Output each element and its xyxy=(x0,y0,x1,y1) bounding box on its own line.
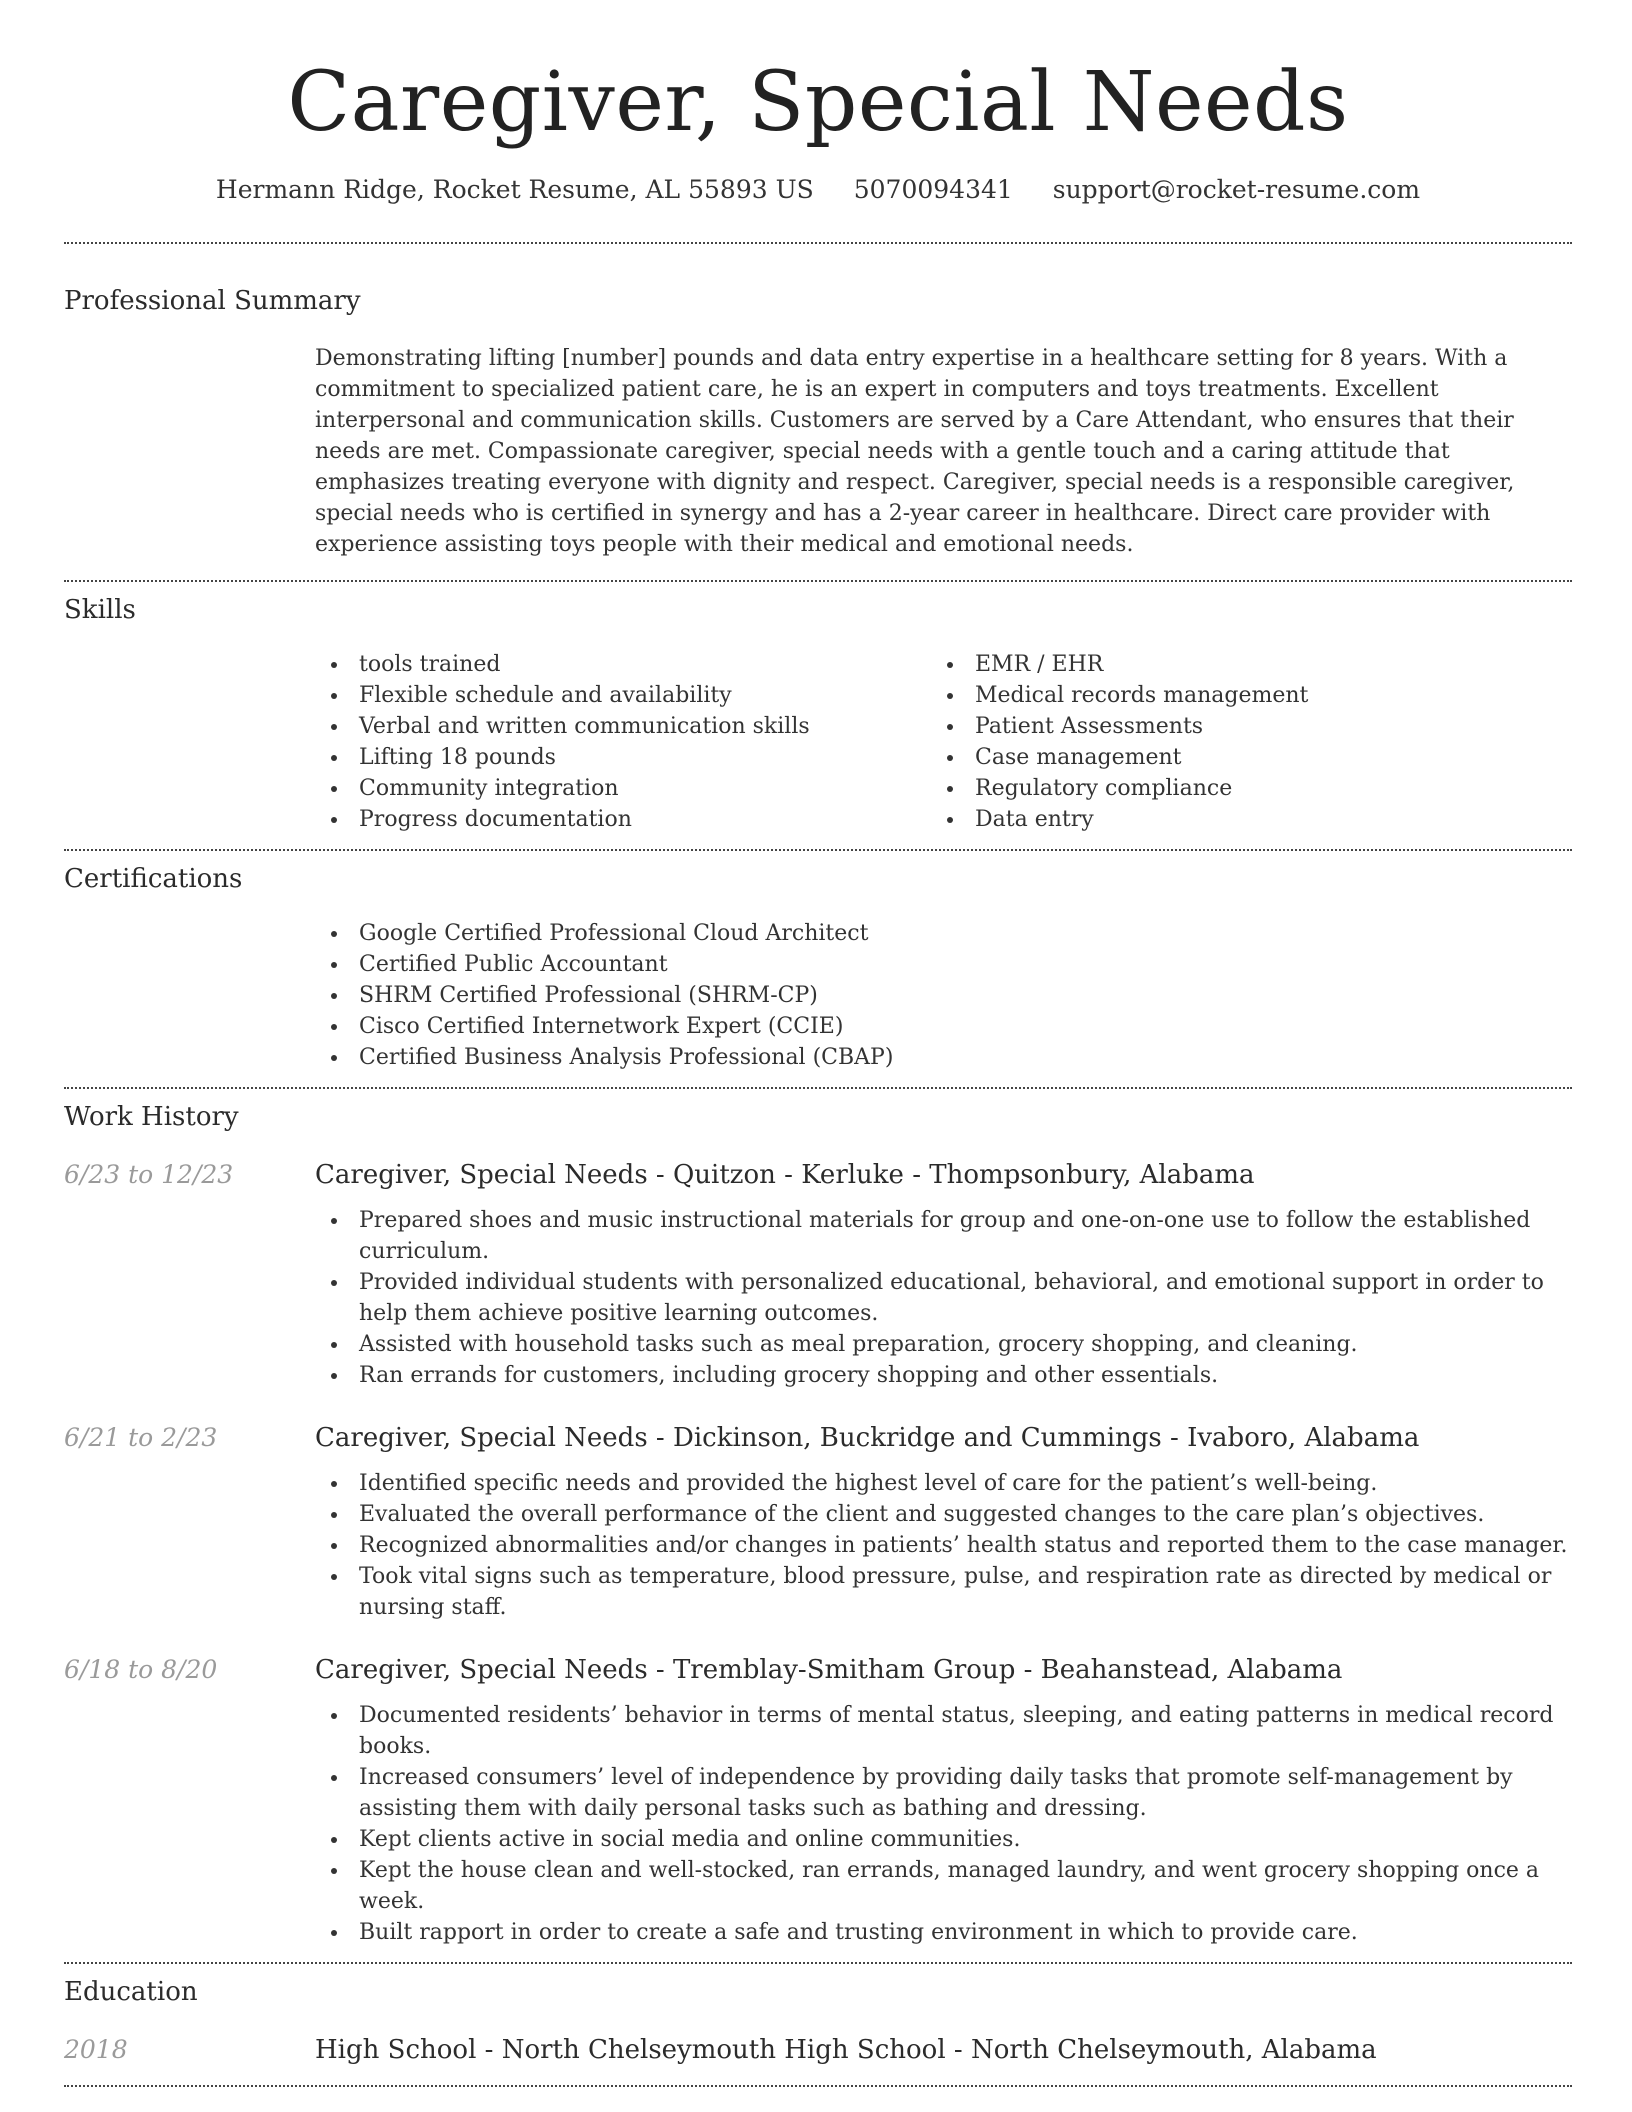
job-bullet: Evaluated the overall performance of the client and suggested changes to the care plan’s objectives. xyxy=(315,1499,1572,1530)
skill-item: Verbal and written communication skills xyxy=(315,711,931,742)
job-header xyxy=(64,1158,1572,1192)
certification-item: Certified Public Accountant xyxy=(315,949,1572,980)
job-bullet: Took vital signs such as temperature, blood pressure, pulse, and respiration rate as directed by medical or nursing staff. xyxy=(315,1561,1572,1623)
job-bullets xyxy=(315,1468,1572,1623)
job-bullet: Increased consumers’ level of independence by providing daily tasks that promote self-management by assisting them with daily personal tasks such as bathing and dressing. xyxy=(315,1762,1572,1824)
job-bullets xyxy=(315,1700,1572,1948)
education-heading: Education xyxy=(64,1977,198,2007)
skill-item: Community integration xyxy=(315,773,931,804)
job-bullet: Documented residents’ behavior in terms of mental status, sleeping, and eating patterns in medical record books. xyxy=(315,1700,1572,1762)
job-title: Caregiver, Special Needs - Quitzon - Kerluke - Thompsonbury, Alabama xyxy=(315,1160,1255,1190)
certification-item: SHRM Certified Professional (SHRM-CP) xyxy=(315,980,1572,1011)
resume-page xyxy=(64,0,1572,2087)
contact-email: support@rocket-resume.com xyxy=(1052,175,1421,204)
candidate-name: Caregiver, Special Needs xyxy=(287,55,1349,150)
job-bullet: Kept the house clean and well-stocked, ran errands, managed laundry, and went grocery shopping once a week. xyxy=(315,1855,1572,1917)
job-dates: 6/21 to 2/23 xyxy=(64,1423,218,1452)
skills-section xyxy=(64,593,1572,835)
job-title: Caregiver, Special Needs - Dickinson, Buckridge and Cummings - Ivaboro, Alabama xyxy=(315,1423,1420,1453)
skills-heading: Skills xyxy=(64,595,136,625)
certifications-section xyxy=(64,862,1572,1073)
education-entry xyxy=(64,2033,1572,2067)
job-bullet: Identified specific needs and provided the highest level of care for the patient’s well-being. xyxy=(315,1468,1572,1499)
certification-item: Google Certified Professional Cloud Architect xyxy=(315,918,1572,949)
skill-item: Regulatory compliance xyxy=(931,773,1547,804)
job-bullet: Ran errands for customers, including grocery shopping and other essentials. xyxy=(315,1360,1572,1391)
divider xyxy=(64,242,1572,244)
contact-phone: 5070094341 xyxy=(853,175,1013,204)
certification-item: Cisco Certified Internetwork Expert (CCIE) xyxy=(315,1011,1572,1042)
skill-item: tools trained xyxy=(315,649,931,680)
divider xyxy=(64,2085,1572,2087)
skills-columns xyxy=(315,649,1572,835)
job-bullet: Prepared shoes and music instructional materials for group and one-on-one use to follow the established curriculum. xyxy=(315,1205,1572,1267)
job-bullet: Kept clients active in social media and online communities. xyxy=(315,1824,1572,1855)
skills-list-right xyxy=(931,649,1547,835)
skill-item: Patient Assessments xyxy=(931,711,1547,742)
work-history-heading: Work History xyxy=(64,1102,239,1132)
skill-item: EMR / EHR xyxy=(931,649,1547,680)
job-header xyxy=(64,1653,1572,1687)
summary-heading: Professional Summary xyxy=(64,286,361,316)
education-section xyxy=(64,1975,1572,2067)
job-bullet: Provided individual students with personalized educational, behavioral, and emotional support in order to help them achieve positive learning outcomes. xyxy=(315,1267,1572,1329)
job-title: Caregiver, Special Needs - Tremblay-Smitham Group - Beahanstead, Alabama xyxy=(315,1655,1343,1685)
summary-text: Demonstrating lifting [number] pounds and data entry expertise in a healthcare setting for 8 years. With a commitment to specialized patient care, he is an expert in computers and toys treatments. Excellent interpersonal and communication skills. Customers are served by a Care Attendant, who ensures that their needs are met. Compassionate caregiver, special needs with a gentle touch and a caring attitude that emphasizes treating everyone with dignity and respect. Caregiver, special needs is a responsible caregiver, special needs who is certified in synergy and has a 2-year career in healthcare. Direct care provider with experience assisting toys people with their medical and emotional needs. xyxy=(315,346,1515,557)
job-entry xyxy=(64,1421,1572,1623)
job-entry xyxy=(64,1158,1572,1391)
job-header xyxy=(64,1421,1572,1455)
job-bullet: Recognized abnormalities and/or changes in patients’ health status and reported them to the case manager. xyxy=(315,1530,1572,1561)
divider xyxy=(64,849,1572,851)
job-bullet: Assisted with household tasks such as meal preparation, grocery shopping, and cleaning. xyxy=(315,1329,1572,1360)
work-history-section xyxy=(64,1100,1572,1948)
skills-list-left xyxy=(315,649,931,835)
certifications-heading: Certifications xyxy=(64,864,243,894)
divider xyxy=(64,1087,1572,1089)
education-year: 2018 xyxy=(64,2035,128,2064)
certifications-list xyxy=(315,918,1572,1073)
contact-line xyxy=(64,174,1572,206)
skill-item: Data entry xyxy=(931,804,1547,835)
skill-item: Progress documentation xyxy=(315,804,931,835)
job-dates: 6/18 to 8/20 xyxy=(64,1655,218,1684)
job-bullets xyxy=(315,1205,1572,1391)
job-bullet: Built rapport in order to create a safe and trusting environment in which to provide care. xyxy=(315,1917,1572,1948)
certification-item: Certified Business Analysis Professional (CBAP) xyxy=(315,1042,1572,1073)
skill-item: Case management xyxy=(931,742,1547,773)
summary-section xyxy=(64,284,1572,560)
divider xyxy=(64,1962,1572,1964)
contact-address: Hermann Ridge, Rocket Resume, AL 55893 US xyxy=(215,175,814,204)
divider xyxy=(64,580,1572,582)
job-dates: 6/23 to 12/23 xyxy=(64,1160,234,1189)
skill-item: Flexible schedule and availability xyxy=(315,680,931,711)
education-title: High School - North Chelseymouth High School - North Chelseymouth, Alabama xyxy=(315,2035,1377,2065)
skill-item: Lifting 18 pounds xyxy=(315,742,931,773)
job-entry xyxy=(64,1653,1572,1948)
skill-item: Medical records management xyxy=(931,680,1547,711)
